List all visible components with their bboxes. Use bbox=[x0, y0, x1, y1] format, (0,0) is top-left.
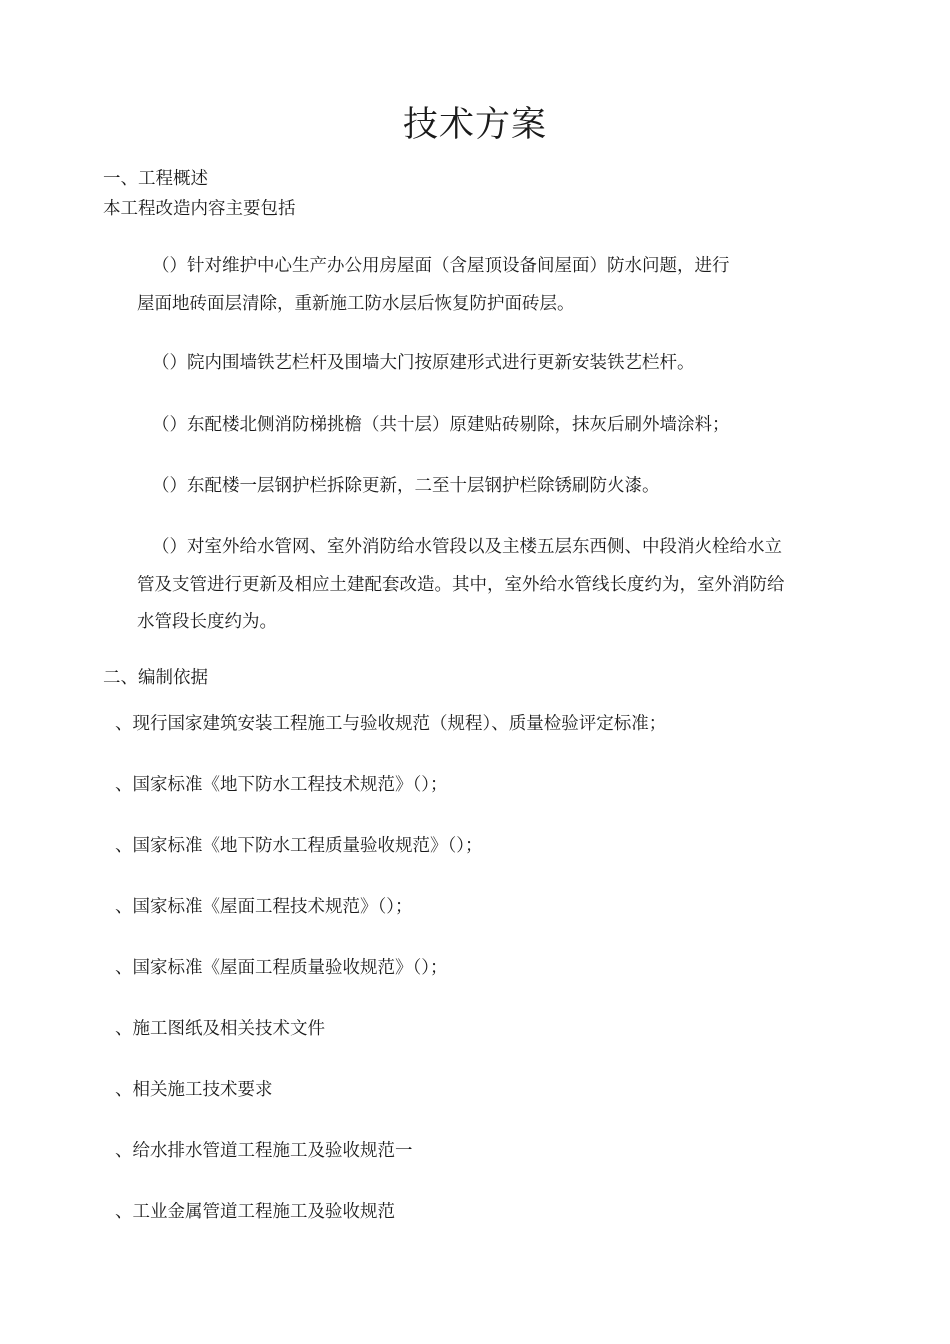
scope-item-5-line-1: （）对室外给水管网、室外消防给水管段以及主楼五层东西侧、中段消火栓给水立 bbox=[152, 537, 782, 557]
section-intro: 本工程改造内容主要包括 bbox=[103, 199, 296, 219]
section-heading-basis: 二、编制依据 bbox=[103, 668, 208, 688]
basis-item-3: 、国家标准《地下防水工程质量验收规范》（）； bbox=[115, 836, 483, 856]
basis-item-7: 、相关施工技术要求 bbox=[115, 1080, 273, 1100]
basis-item-6: 、施工图纸及相关技术文件 bbox=[115, 1019, 325, 1039]
document-title: 技术方案 bbox=[402, 105, 547, 145]
basis-item-8: 、给水排水管道工程施工及验收规范一 bbox=[115, 1141, 413, 1161]
basis-item-9: 、工业金属管道工程施工及验收规范 bbox=[115, 1202, 395, 1222]
section-heading-overview: 一、工程概述 bbox=[103, 169, 208, 189]
scope-item-1-line-1: （）针对维护中心生产办公用房屋面（含屋顶设备间屋面）防水问题，进行 bbox=[152, 256, 730, 276]
scope-item-3: （）东配楼北侧消防梯挑檐（共十层）原建贴砖剔除，抹灰后刷外墙涂料； bbox=[152, 415, 730, 435]
basis-item-2: 、国家标准《地下防水工程技术规范》（）； bbox=[115, 775, 448, 795]
basis-item-5: 、国家标准《屋面工程质量验收规范》（）； bbox=[115, 958, 448, 978]
scope-item-2: （）院内围墙铁艺栏杆及围墙大门按原建形式进行更新安装铁艺栏杆。 bbox=[152, 353, 695, 373]
basis-item-4: 、国家标准《屋面工程技术规范》（）； bbox=[115, 897, 413, 917]
basis-item-1: 、现行国家建筑安装工程施工与验收规范（规程）、质量检验评定标准； bbox=[115, 714, 667, 734]
scope-item-5-line-3: 水管段长度约为。 bbox=[137, 612, 277, 632]
scope-item-5-line-2: 管及支管进行更新及相应土建配套改造。其中，室外给水管线长度约为，室外消防给 bbox=[137, 575, 785, 595]
scope-item-4: （）东配楼一层钢护栏拆除更新，二至十层钢护栏除锈刷防火漆。 bbox=[152, 476, 660, 496]
scope-item-1-line-2: 屋面地砖面层清除，重新施工防水层后恢复防护面砖层。 bbox=[137, 294, 575, 314]
